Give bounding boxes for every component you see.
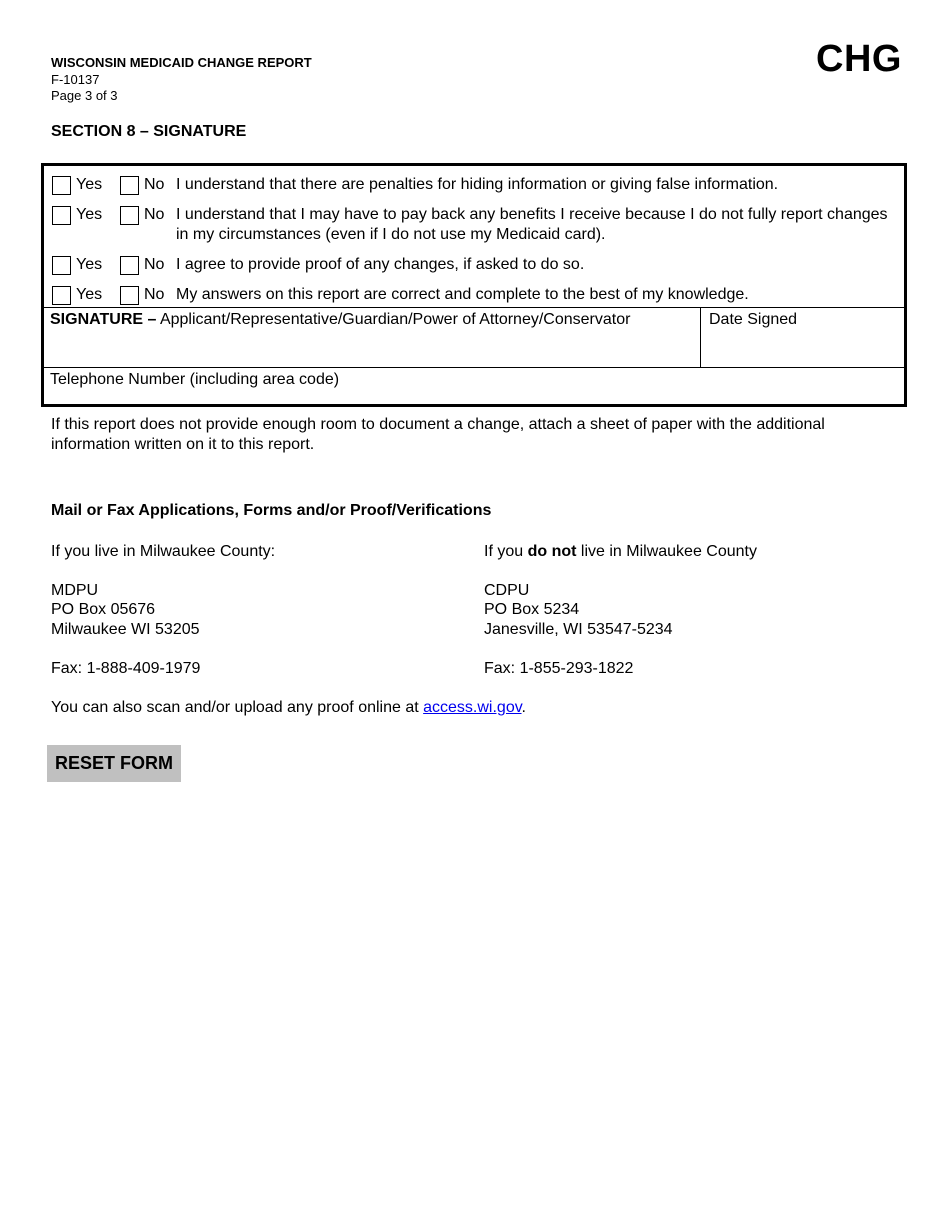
- no-checkbox[interactable]: [120, 256, 139, 275]
- no-label: No: [144, 176, 165, 193]
- form-number: F-10137: [51, 72, 100, 87]
- mail-heading: Mail or Fax Applications, Forms and/or Proof/Verifications: [51, 502, 492, 519]
- yes-checkbox[interactable]: [52, 286, 71, 305]
- reset-form-button[interactable]: RESET FORM: [47, 745, 181, 782]
- scan-text: You can also scan and/or upload any proof online at: [51, 699, 424, 716]
- additional-room-note: If this report does not provide enough room to document a change, attach a sheet of paper with the additional information written on it to this report.: [51, 416, 825, 453]
- no-checkbox[interactable]: [120, 176, 139, 195]
- date-signed-field[interactable]: [709, 334, 903, 364]
- no-label: No: [144, 206, 165, 223]
- yes-checkbox[interactable]: [52, 206, 71, 225]
- no-checkbox[interactable]: [120, 206, 139, 225]
- section-heading: SECTION 8 – SIGNATURE: [51, 123, 247, 140]
- no-label: No: [144, 286, 165, 303]
- attestation-text: My answers on this report are correct and complete to the best of my knowledge.: [176, 286, 749, 303]
- yes-label: Yes: [76, 286, 103, 303]
- intro-post: live in Milwaukee County: [576, 543, 757, 560]
- form-title: WISCONSIN MEDICAID CHANGE REPORT: [51, 55, 312, 70]
- telephone-label: Telephone Number (including area code): [50, 371, 340, 388]
- milwaukee-intro: If you live in Milwaukee County:: [51, 543, 276, 560]
- non-milwaukee-intro: [484, 542, 757, 562]
- milwaukee-agency: MDPU: [51, 582, 99, 599]
- milwaukee-fax: Fax: 1-888-409-1979: [51, 660, 201, 677]
- non-milwaukee-po-box: PO Box 5234: [484, 601, 580, 618]
- no-checkbox[interactable]: [120, 286, 139, 305]
- yes-checkbox[interactable]: [52, 176, 71, 195]
- milwaukee-po-box: PO Box 05676: [51, 601, 156, 618]
- page-number: Page 3 of 3: [51, 88, 118, 103]
- milwaukee-city: Milwaukee WI 53205: [51, 621, 200, 638]
- non-milwaukee-fax: Fax: 1-855-293-1822: [484, 660, 634, 677]
- scan-text-end: .: [521, 699, 526, 716]
- intro-pre: If you: [484, 543, 528, 560]
- signature-label-rest: Applicant/Representative/Guardian/Power of Attorney/Conservator: [156, 311, 631, 328]
- signature-label-bold: SIGNATURE –: [50, 311, 157, 328]
- yes-label: Yes: [76, 206, 103, 223]
- divider: [700, 307, 701, 367]
- form-code: CHG: [816, 38, 902, 80]
- yes-checkbox[interactable]: [52, 256, 71, 275]
- attestation-text: I understand that there are penalties for hiding information or giving false information.: [176, 176, 779, 193]
- signature-label: [50, 311, 630, 329]
- divider: [44, 367, 904, 368]
- scan-upload-line: [51, 699, 526, 717]
- date-signed-label: Date Signed: [709, 311, 798, 328]
- signature-field[interactable]: [50, 334, 694, 364]
- access-wi-gov-link[interactable]: access.wi.gov: [423, 699, 522, 716]
- intro-bold: do not: [527, 543, 577, 560]
- no-label: No: [144, 256, 165, 273]
- divider: [44, 307, 904, 308]
- attestation-text: I understand that I may have to pay back any benefits I receive because I do not fully report changes in my circumstances (even if I do not use my Medicaid card).: [176, 206, 888, 243]
- yes-label: Yes: [76, 176, 103, 193]
- attestation-text: I agree to provide proof of any changes, if asked to do so.: [176, 256, 585, 273]
- non-milwaukee-agency: CDPU: [484, 582, 530, 599]
- signature-section-box: [41, 163, 907, 407]
- yes-label: Yes: [76, 256, 103, 273]
- non-milwaukee-city: Janesville, WI 53547-5234: [484, 621, 673, 638]
- telephone-field[interactable]: [374, 371, 898, 401]
